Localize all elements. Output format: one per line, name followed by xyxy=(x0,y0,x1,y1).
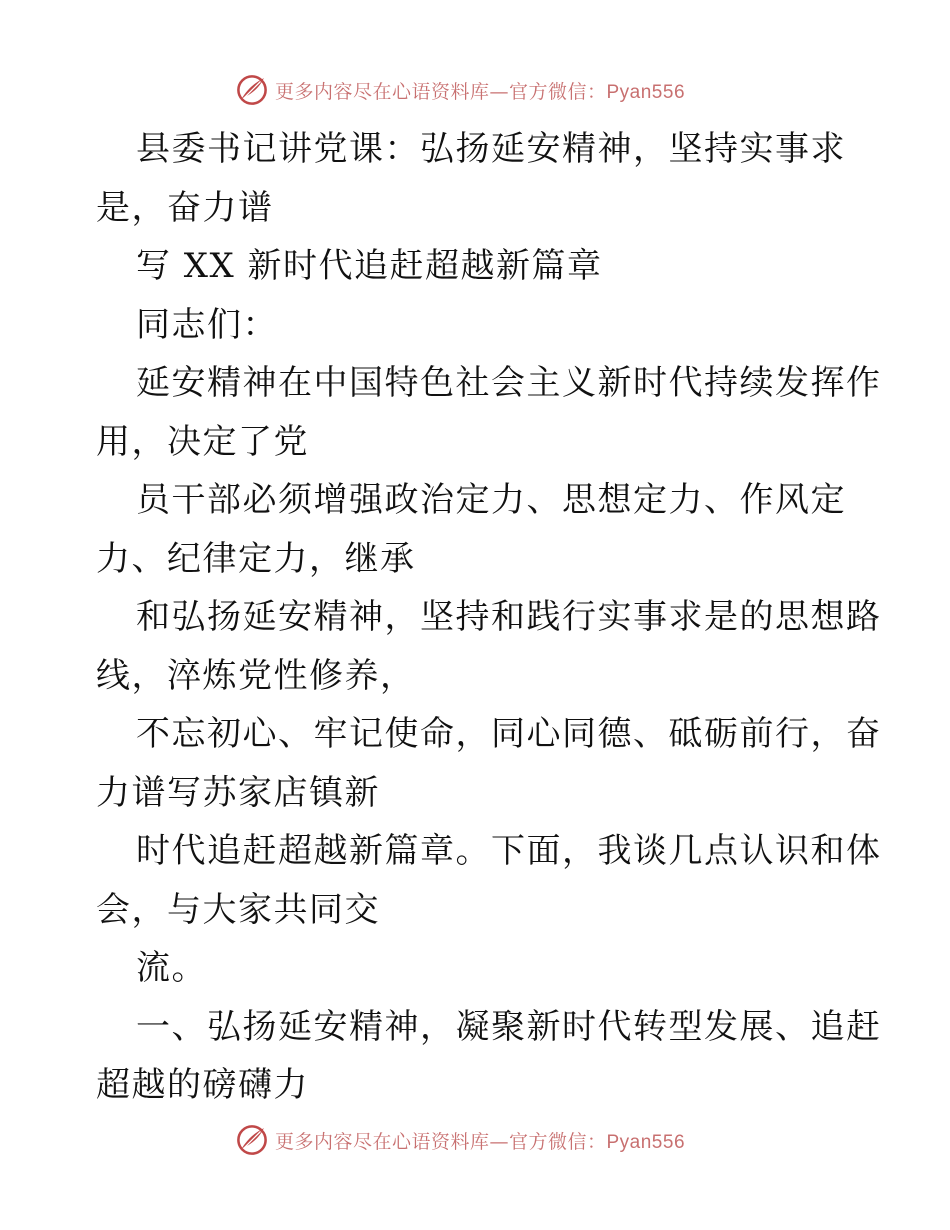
text-line: 县委书记讲党课：弘扬延安精神，坚持实事求 xyxy=(136,129,846,169)
text-line: 会，与大家共同交 xyxy=(96,889,380,930)
footer-watermark xyxy=(0,1120,950,1160)
text-line: 流。 xyxy=(136,948,207,988)
feather-pen-logo-icon xyxy=(235,73,269,107)
header-watermark xyxy=(0,70,950,110)
text-line: 力谱写苏家店镇新 xyxy=(96,772,380,813)
text-line: 延安精神在中国特色社会主义新时代持续发挥作 xyxy=(136,363,882,403)
text-line: 写 XX 新时代追赶超越新篇章 xyxy=(136,246,603,286)
text-line: 时代追赶超越新篇章。下面，我谈几点认识和体 xyxy=(136,831,882,871)
text-line: 是，奋力谱 xyxy=(96,187,274,228)
watermark-text: 更多内容尽在心语资料库—官方微信：Pyan556 xyxy=(274,80,686,103)
document-body xyxy=(96,120,882,1115)
text-line: 用，决定了党 xyxy=(96,421,309,462)
text-line: 不忘初心、牢记使命，同心同德、砥砺前行，奋 xyxy=(136,714,882,754)
text-line: 同志们： xyxy=(136,304,278,345)
text-line: 员干部必须增强政治定力、思想定力、作风定 xyxy=(136,480,846,520)
feather-pen-logo-icon xyxy=(235,1123,269,1157)
text-line: 超越的磅礴力 xyxy=(96,1065,309,1105)
watermark-text: 更多内容尽在心语资料库—官方微信：Pyan556 xyxy=(274,1130,686,1153)
text-line: 和弘扬延安精神，坚持和践行实事求是的思想路 xyxy=(136,597,882,637)
text-line: 线，淬炼党性修养， xyxy=(96,655,416,696)
text-line: 一、弘扬延安精神，凝聚新时代转型发展、追赶 xyxy=(136,1006,882,1047)
text-line: 力、纪律定力，继承 xyxy=(96,538,416,579)
